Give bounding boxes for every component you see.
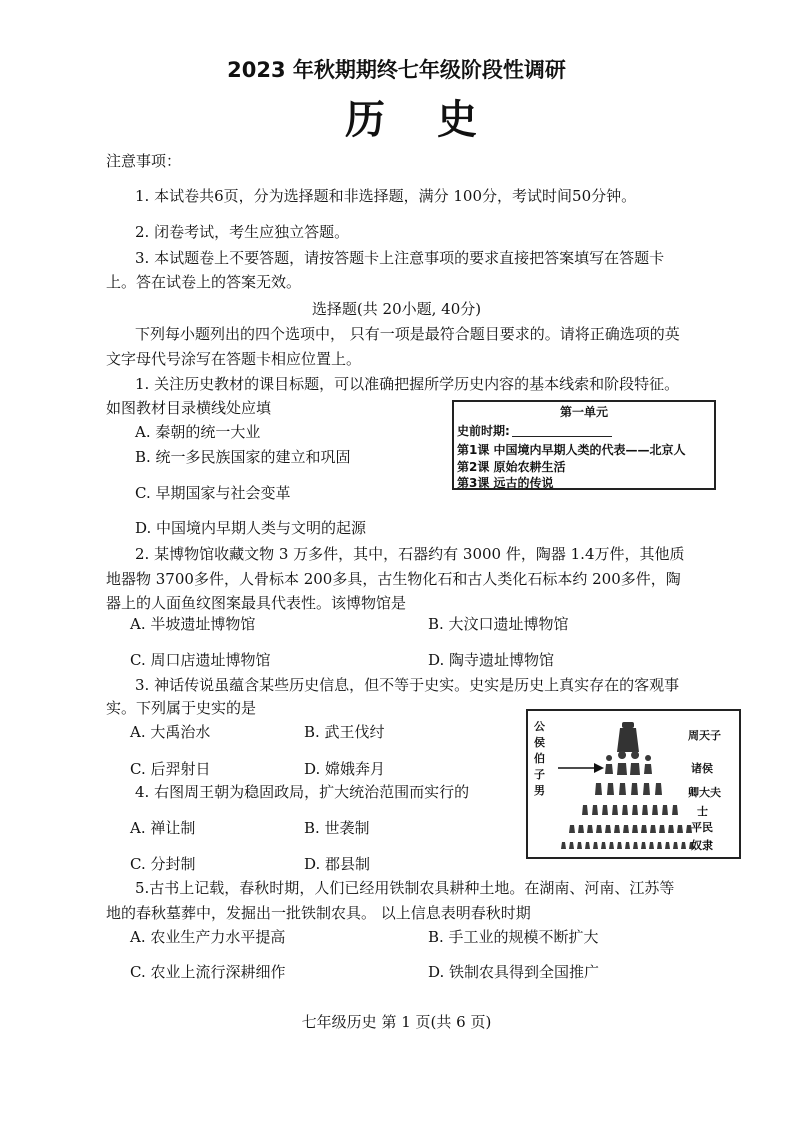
q2-stem: 地器物 3700多件，人骨标本 200多具，古生物化石和古人类化石标本约 200多件，陶 [106, 570, 681, 588]
q1-option-b: B. 统一多民族国家的建立和巩固 [135, 448, 351, 466]
label-commoners: 平民 [691, 821, 713, 834]
q1-option-a: A. 秦朝的统一大业 [135, 423, 261, 441]
section-instruction: 下列每小题列出的四个选项中， 只有一项是最符合题目要求的。请将正确选项的英 [135, 325, 680, 343]
section-instruction: 文字母代号涂写在答题卡相应位置上。 [106, 350, 362, 368]
q3-option-a: A. 大禹治水 [130, 723, 211, 741]
figure-period-line [457, 422, 612, 439]
q2-stem: 器上的人面鱼纹图案最具代表性。该博物馆是 [106, 594, 407, 612]
section-title: 选择题(共 20小题, 40分) [311, 300, 482, 318]
q1-textbook-contents-figure [452, 400, 716, 490]
label-king: 周天子 [688, 729, 721, 742]
note-item: 上。答在试卷上的答案无效。 [106, 273, 302, 291]
q1-stem: 1. 关注历史教材的课目标题，可以准确把握所学历史内容的基本线索和阶段特征。 [135, 375, 680, 393]
q5-option-b: B. 手工业的规模不断扩大 [428, 928, 599, 946]
q5-option-c: C. 农业上流行深耕细作 [130, 963, 286, 981]
arrow-head-icon [594, 763, 604, 773]
label-scholars: 士 [697, 805, 708, 818]
noble-figures-icon [605, 751, 652, 775]
q2-option-a: A. 半坡遗址博物馆 [130, 615, 256, 633]
label-slaves: 奴隶 [691, 839, 713, 852]
q5-option-d: D. 铁制农具得到全国推广 [428, 963, 600, 981]
q4-option-a: A. 禅让制 [130, 819, 196, 837]
figure-left-label: 公侯伯子男 [534, 720, 545, 797]
label-ministers: 卿大夫 [688, 786, 721, 799]
exam-title: 2023 年秋期期终七年级阶段性调研 [227, 58, 566, 82]
q4-option-b: B. 世袭制 [304, 819, 370, 837]
q3-stem: 实。下列属于史实的是 [106, 699, 257, 717]
q3-option-b: B. 武王伐纣 [304, 723, 385, 741]
scholar-figures-icon [582, 805, 678, 815]
q1-stem: 如图教材目录横线处应填 [106, 399, 272, 417]
subject-title: 历史 [345, 96, 529, 143]
q5-stem: 5.古书上记载，春秋时期，人们已经用铁制农具耕种土地。在湖南、河南、江苏等 [135, 879, 675, 897]
figure-blank-line [512, 426, 612, 437]
figure-lesson: 第3课 远古的传说 [457, 476, 554, 490]
note-item: 3. 本试题卷上不要答题，请按答题卡上注意事项的要求直接把答案填写在答题卡 [135, 249, 665, 267]
slave-figures-icon [561, 842, 694, 849]
q2-option-d: D. 陶寺遗址博物馆 [428, 651, 555, 669]
commoner-figures-icon [569, 825, 692, 833]
figure-unit-title: 第一单元 [559, 405, 608, 419]
figure-period-label: 史前时期: [457, 424, 510, 438]
page-footer: 七年级历史 第 1 页(共 6 页) [301, 1013, 492, 1031]
q3-stem: 3. 神话传说虽蕴含某些历史信息，但不等于史实。史实是历史上真实存在的客观事 [135, 676, 680, 694]
note-item: 1. 本试卷共6页，分为选择题和非选择题，满分 100分，考试时间50分钟。 [135, 187, 637, 205]
q3-option-d: D. 嫦娥奔月 [304, 760, 386, 778]
q1-option-d: D. 中国境内早期人类与文明的起源 [135, 519, 367, 537]
q4-stem: 4. 右图周王朝为稳固政局，扩大统治范围而实行的 [135, 783, 470, 801]
notes-heading: 注意事项： [106, 152, 182, 170]
king-figure-icon [617, 722, 639, 752]
q5-option-a: A. 农业生产力水平提高 [130, 928, 286, 946]
q2-option-c: C. 周口店遗址博物馆 [130, 651, 271, 669]
q2-stem: 2. 某博物馆收藏文物 3 万多件，其中，石器约有 3000 件，陶器 1.4万件，其他质 [135, 545, 685, 563]
minister-figures-icon [595, 783, 662, 795]
q4-option-d: D. 郡县制 [304, 855, 371, 873]
q5-stem: 地的春秋墓葬中，发掘出一批铁制农具。 以上信息表明春秋时期 [106, 904, 531, 922]
figure-lesson: 第2课 原始农耕生活 [457, 460, 566, 474]
q1-option-c: C. 早期国家与社会变革 [135, 484, 291, 502]
q3-option-c: C. 后羿射日 [130, 760, 211, 778]
note-item: 2. 闭卷考试，考生应独立答题。 [135, 223, 350, 241]
q4-hierarchy-figure [526, 709, 741, 859]
q4-option-c: C. 分封制 [130, 855, 196, 873]
label-nobles: 诸侯 [691, 762, 713, 775]
figure-lesson: 第1课 中国境内早期人类的代表——北京人 [457, 443, 686, 457]
q2-option-b: B. 大汶口遗址博物馆 [428, 615, 569, 633]
